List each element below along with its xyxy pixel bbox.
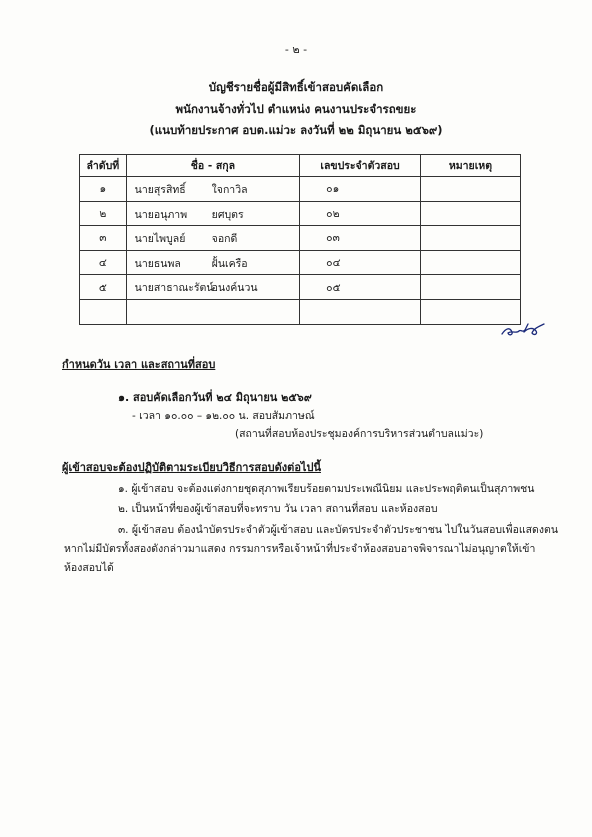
exam-number: ๐๓	[326, 232, 340, 245]
row-order: ๒	[80, 201, 127, 226]
exam-number: ๐๔	[326, 257, 341, 270]
remarks-cell	[420, 275, 520, 300]
first-name: นายไพบูลย์	[134, 233, 186, 246]
table-row	[80, 201, 521, 226]
last-name: ใจกาวิล	[211, 184, 248, 196]
first-name: นายอนุภาพ	[134, 208, 188, 221]
row-order: ๕	[80, 275, 127, 300]
last-name: ฝั้นเครือ	[211, 257, 248, 270]
first-name: นายธนพล	[134, 257, 181, 270]
title-line-2: พนักงานจ้างทั่วไป ตำแหน่ง คนงานประจำรถขยะ	[175, 102, 417, 116]
exam-venue: (สถานที่สอบห้องประชุมองค์การบริหารส่วนตำบลแม่วะ)	[235, 428, 484, 440]
last-name: อนงค์นวน	[211, 282, 258, 295]
table-row	[80, 226, 521, 251]
exam-number: ๐๕	[326, 281, 341, 294]
rule-2: ๒. เป็นหน้าที่ของผู้เข้าสอบที่จะทราบ วัน เวลา สถานที่สอบ และห้องสอบ	[118, 503, 438, 515]
header-name: ชื่อ - สกุล	[126, 155, 300, 177]
rule-3-line-1: ๓. ผู้เข้าสอบ ต้องนำบัตรประจำตัวผู้เข้าสอบ และบัตรประจำตัวประชาชน ไปในวันสอบเพื่อแสดงตน	[118, 524, 558, 536]
remarks-cell	[420, 226, 520, 251]
table-row-empty	[80, 299, 521, 324]
rule-1: ๑. ผู้เข้าสอบ จะต้องแต่งกายชุดสุภาพเรียบร้อยตามประเพณีนิยม และประพฤติตนเป็นสุภาพชน	[118, 483, 535, 495]
header-order: ลำดับที่	[80, 155, 127, 177]
title-line-3: (แนบท้ายประกาศ อบต.แม่วะ ลงวันที่ ๒๒ มิถุนายน ๒๕๖๙)	[149, 123, 443, 137]
row-order: ๔	[80, 250, 127, 275]
row-order: ๑	[80, 177, 127, 202]
header-exam-number: เลขประจำตัวสอบ	[300, 155, 421, 177]
last-name: จอกดี	[211, 233, 238, 246]
signature-icon	[500, 318, 546, 342]
table-header-row	[80, 155, 521, 177]
rule-3-line-3: ห้องสอบได้	[64, 562, 114, 574]
header-remarks: หมายเหตุ	[420, 155, 520, 177]
first-name: นายสุรสิทธิ์	[134, 184, 186, 196]
page-number: - ๒ -	[284, 43, 308, 56]
rule-3-line-2: หากไม่มีบัตรทั้งสองดังกล่าวมาแสดง กรรมการหรือเจ้าหน้าที่ประจำห้องสอบอาจพิจารณาไม่อนุญาตให้เข้า	[64, 543, 536, 555]
exam-date: ๑. สอบคัดเลือกวันที่ ๒๔ มิถุนายน ๒๕๖๙	[118, 391, 312, 404]
remarks-cell	[420, 250, 520, 275]
exam-number: ๐๒	[326, 207, 340, 220]
exam-time: - เวลา ๑๐.๐๐ – ๑๒.๐๐ น. สอบสัมภาษณ์	[132, 410, 315, 422]
first-name: นายสาธาณะรัตน์	[134, 282, 214, 295]
table-row	[80, 275, 521, 300]
schedule-heading: กำหนดวัน เวลา และสถานที่สอบ	[62, 358, 216, 371]
title-line-1: บัญชีรายชื่อผู้มีสิทธิ์เข้าสอบคัดเลือก	[208, 80, 384, 94]
row-order: ๓	[80, 226, 127, 251]
exam-number: ๐๑	[326, 183, 340, 196]
last-name: ยศบุตร	[211, 208, 244, 221]
table-row	[80, 250, 521, 275]
remarks-cell	[420, 201, 520, 226]
rules-heading: ผู้เข้าสอบจะต้องปฏิบัติตามระเบียบวิธีการสอบดังต่อไปนี้	[62, 461, 321, 474]
table-row	[80, 177, 521, 202]
remarks-cell	[420, 177, 520, 202]
candidate-table	[79, 154, 521, 325]
